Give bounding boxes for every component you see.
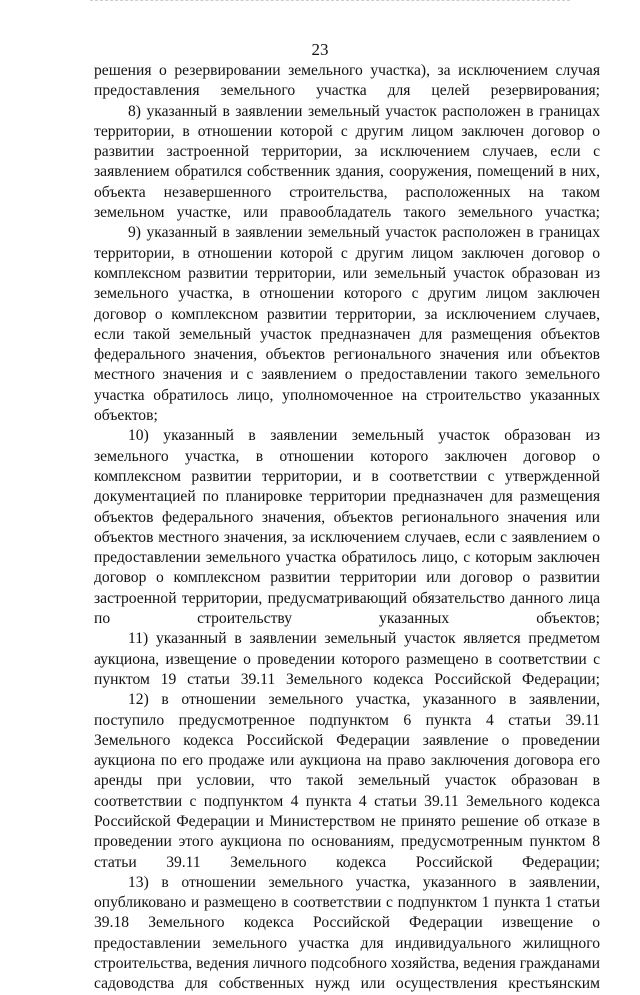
paragraph-item-9: 9) указанный в заявлении земельный участок расположен в границах территории, в отношении которой с другим лицом заключен договор о комплексном развитии территории, или земельный участок образован из земельного участка, в отношении которого с другим лицом заключен договор о комплексном развитии территории, за исключением случаев, если такой земельный участок предназначен для размещения объектов федерального значения, объектов регионального значения или объектов местного значения и с заявлением о предоставлении такого земельного участка обратилось лицо, уполномоченное на строительство указанных объектов; bbox=[94, 224, 600, 425]
scan-top-edge bbox=[90, 0, 570, 5]
paragraph-item-10: 10) указанный в заявлении земельный участок образован из земельного участка, в отношении которого заключен договор о комплексном развитии территории, и в соответствии с утвержденной документацией по планировке территории предназначен для размещения объектов федерального значения, объектов регионального значения или объектов местного значения, за исключением случаев, если с заявлением о предоставлении земельного участка обратилось лицо, с которым заключен договор о комплексном развитии территории или договор о развитии застроенной территории, предусматривающий обязательство данного лица по строительству указанных объектов; bbox=[94, 427, 600, 628]
paragraph-item-11: 11) указанный в заявлении земельный участок является предметом аукциона, извещение о проведении которого размещено в соответствии с пунктом 19 статьи 39.11 Земельного кодекса Российской Федерации; bbox=[94, 630, 600, 688]
paragraph-continuation: решения о резервировании земельного участка), за исключением случая предоставления земельного участка для целей резервирования; bbox=[94, 62, 600, 100]
paragraph-item-13: 13) в отношении земельного участка, указанного в заявлении, опубликовано и размещено в соответствии с подпунктом 1 пункта 1 статьи 39.18 Земельного кодекса Российской Федерации извещение о предоставлении земельного участка для индивидуального жилищного строительства, ведения личного подсобного хозяйства, ведения гражданами садоводства для собственных нужд или осуществления крестьянским bbox=[94, 873, 600, 993]
page-number: 23 bbox=[311, 40, 329, 59]
paragraph-item-12: 12) в отношении земельного участка, указанного в заявлении, поступило предусмотренное подпунктом 6 пункта 4 статьи 39.11 Земельного кодекса Российской Федерации заявление о проведении аукциона по его продаже или аукциона на право заключения договора его аренды при условии, что такой земельный участок образован в соответствии с подпунктом 4 пункта 4 статьи 39.11 Земельного кодекса Российской Федерации и Министерством не принято решение об отказе в проведении этого аукциона по основаниям, предусмотренным пунктом 8 статьи 39.11 Земельного кодекса Российской Федерации; bbox=[94, 691, 600, 871]
document-body bbox=[94, 61, 600, 995]
paragraph-item-8: 8) указанный в заявлении земельный участок расположен в границах территории, в отношении которой с другим лицом заключен договор о развитии застроенной территории, за исключением случаев, если с заявлением обратился собственник здания, сооружения, помещений в них, объекта незавершенного строительства, расположенных на таком земельном участке, или правообладатель такого земельного участка; bbox=[94, 102, 600, 222]
